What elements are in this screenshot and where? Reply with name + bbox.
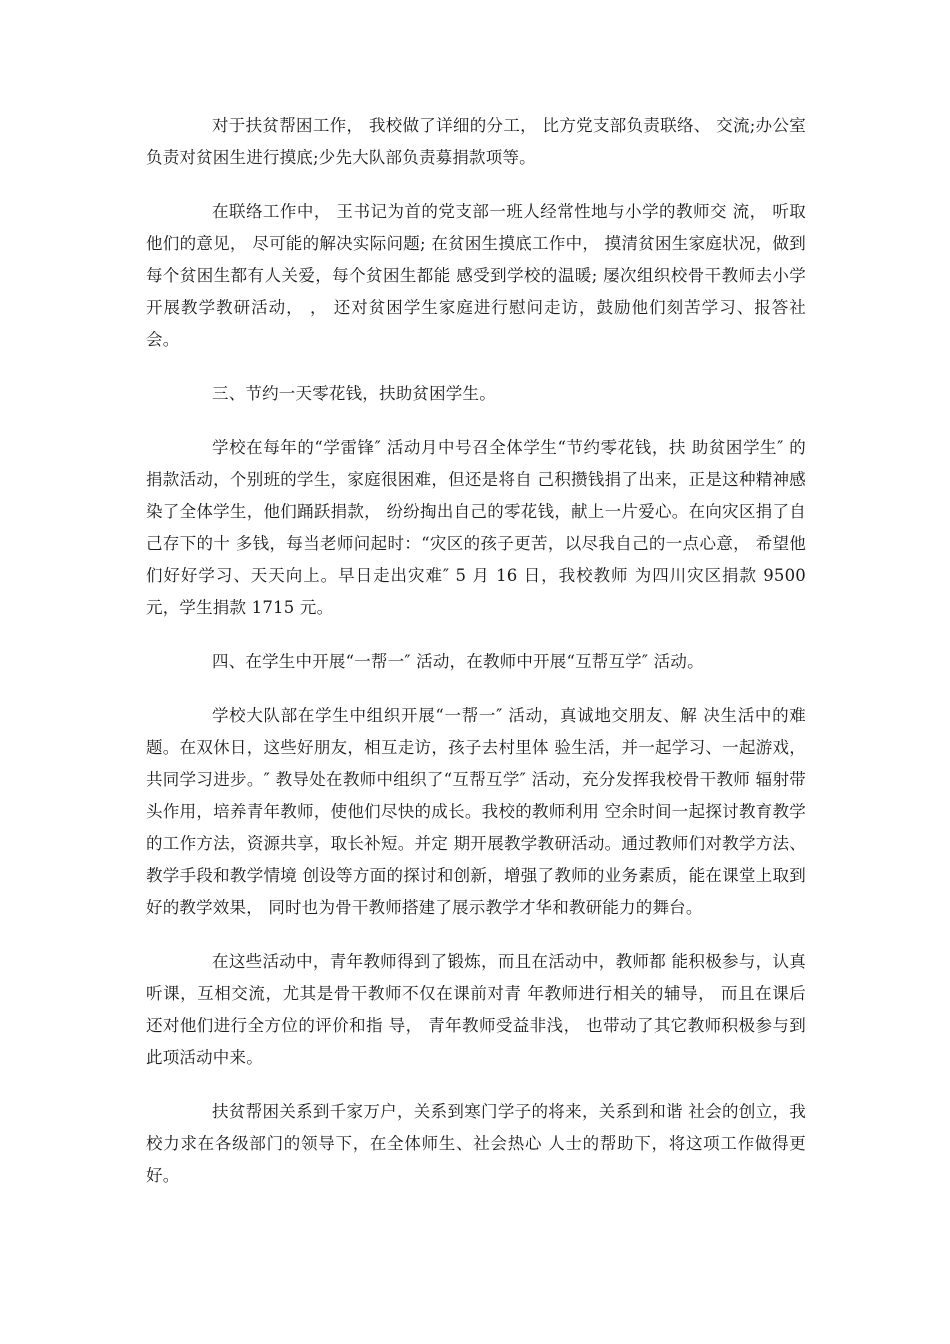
paragraph-young-teachers: 在这些活动中，青年教师得到了锻炼，而且在活动中，教师都 能积极参与，认真听课，互相交流，尤其是骨干教师不仅在课前对青 年教师进行相关的辅导， 而且在课后还对他们进行全方位的评价和指 导， 青年教师受益非浅， 也带动了其它教师积极参与到此项活动中来。 (146, 952, 806, 1067)
section-heading-4: 四、在学生中开展“一帮一″ 活动，在教师中开展“互帮互学″ 活动。 (212, 652, 704, 671)
paragraph-mutual-help: 学校大队部在学生中组织开展“一帮一″ 活动，真诚地交朋友、解 决生活中的难题。在双休日，这些好朋友，相互走访，孩子去村里体 验生活，并一起学习、一起游戏，共同学习进步。″ 教导处在教师中组织了“互帮互学″ 活动，充分发挥我校骨干教师 辐射带头作用，培养青年教师，使他们尽快的成长。我校的教师利用 空余时间一起探讨教育教学的工作方法，资源共享，取长补短。并定 期开展教学教研活动。通过教师们对教学方法、教学手段和教学情境 创设等方面的探讨和创新，增强了教师的业务素质，能在课堂上取到 好的教学效果， 同时也为骨干教师搭建了展示教学才华和教研能力的舞台。 (146, 706, 806, 917)
document-body (146, 110, 806, 1214)
paragraph-donation: 学校在每年的“学雷锋″ 活动月中号召全体学生“节约零花钱，扶 助贫困学生″ 的捐款活动，个别班的学生，家庭很困难，但还是将自 己积攒钱捐了出来，正是这种精神感染了全体学生，他们踊跃捐款， 纷纷掏出自己的零花钱，献上一片爱心。在向灾区捐了自己存下的十 多钱，每当老师问起时：“灾区的孩子更苦，以尽我自己的一点心意， 希望他们好好学习、天天向上。早日走出灾难″ 5 月 16 日，我校教师 为四川灾区捐款 9500 元，学生捐款 1715 元。 (146, 438, 806, 617)
section-heading-3: 三、节约一天零花钱，扶助贫困学生。 (212, 384, 496, 403)
paragraph-conclusion: 扶贫帮困关系到千家万户，关系到寒门学子的将来，关系到和谐 社会的创立，我校力求在各级部门的领导下，在全体师生、社会热心 人士的帮助下，将这项工作做得更好。 (146, 1102, 806, 1185)
paragraph-liaison-work: 在联络工作中， 王书记为首的党支部一班人经常性地与小学的教师交 流， 听取他们的意见， 尽可能的解决实际问题; 在贫困生摸底工作中， 摸清贫困生家庭状况，做到每个贫困生都有人关爱，每个贫困生都能 感受到学校的温暖; 屡次组织校骨干教师去小学开展教学教研活动， ， 还对贫困学生家庭进行慰问走访，鼓励他们刻苦学习、报答社会。 (146, 202, 806, 349)
paragraph-work-division: 对于扶贫帮困工作， 我校做了详细的分工， 比方党支部负责联络、 交流;办公室负责对贫困生进行摸底;少先大队部负责募捐款项等。 (146, 116, 806, 167)
